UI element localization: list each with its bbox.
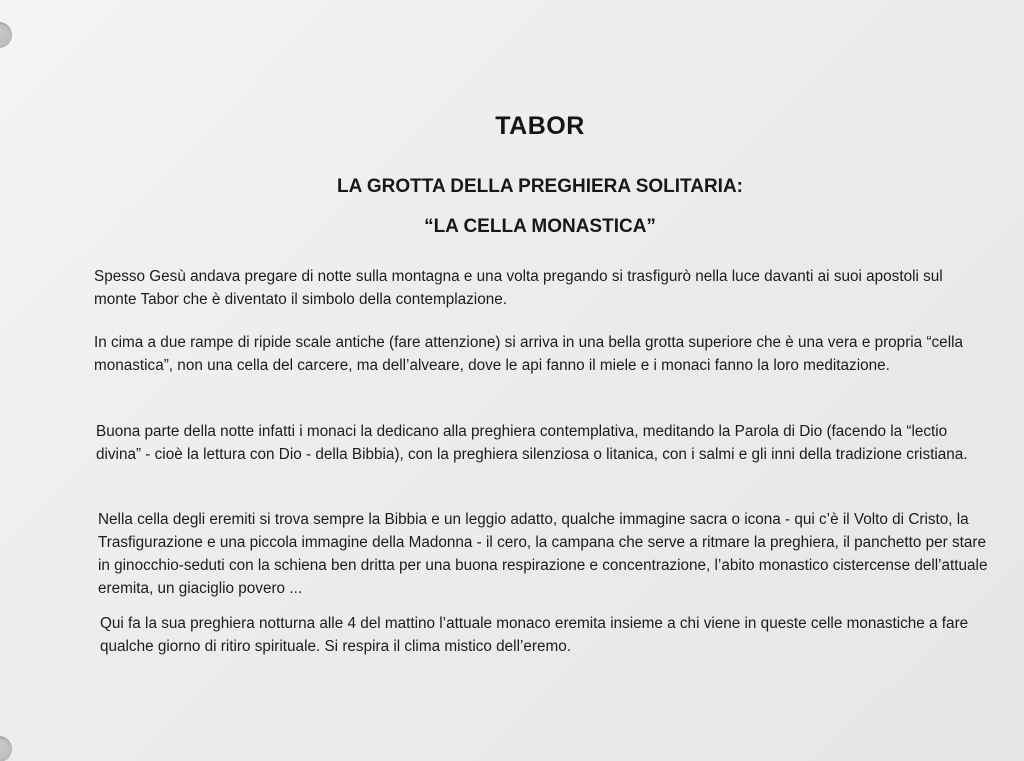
subtitle-line-2: “LA CELLA MONASTICA” [424, 216, 656, 237]
punch-hole [0, 22, 12, 48]
paragraph-5: Qui fa la sua preghiera notturna alle 4 del mattino l’attuale monaco eremita insieme a chi viene in queste celle monastiche a fare qualche giorno di ritiro spirituale. Si respira il clima mistico dell’eremo. [100, 615, 969, 655]
paragraph-2: In cima a due rampe di ripide scale antiche (fare attenzione) si arriva in una bella grotta superiore che è una vera e propria “cella monastica”, non una cella del carcere, ma dell’alveare, dove le api fanno il miele e i monaci fanno la loro meditazione. [94, 334, 963, 374]
paragraph-4: Nella cella degli eremiti si trova sempre la Bibbia e un leggio adatto, qualche immagine sacra o icona - qui c’è il Volto di Cristo, la Trasfigurazione e una piccola immagine della Madonna - il cero, la campana che serve a ritmare la preghiera, il panchetto per stare in ginocchio-seduti con la schiena ben dritta per una buona respirazione e concentrazione, l’abito monastico cistercense dell’attuale eremita, un giaciglio povero ... [98, 511, 988, 597]
page-title: TABOR [495, 112, 585, 140]
punch-hole [0, 736, 12, 761]
subtitle-line-1: LA GROTTA DELLA PREGHIERA SOLITARIA: [336, 176, 743, 197]
paragraph-1: Spesso Gesù andava pregare di notte sulla montagna e una volta pregando si trasfigurò nella luce davanti ai suoi apostoli sul monte Tabor che è diventato il simbolo della contemplazione. [94, 268, 943, 308]
paragraph-3: Buona parte della notte infatti i monaci la dedicano alla preghiera contemplativa, meditando la Parola di Dio (facendo la “lectio divina” - cioè la lettura con Dio - della Bibbia), con la preghiera silenziosa o litanica, con i salmi e gli inni della tradizione cristiana. [96, 423, 968, 463]
